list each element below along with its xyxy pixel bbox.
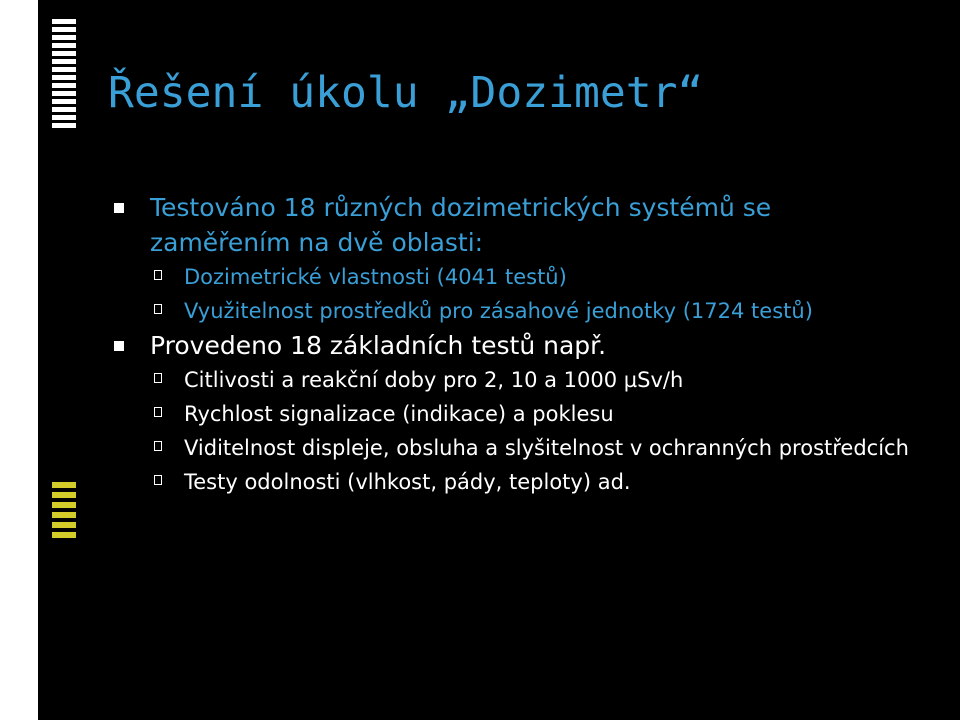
sub-bullet-text: Využitelnost prostředků pro zásahové jednotky (1724 testů) (184, 299, 813, 323)
sub-bullet-text: Dozimetrické vlastnosti (4041 testů) (184, 265, 567, 289)
sub-bullet-text: Viditelnost displeje, obsluha a slyšitelnost v ochranných prostředcích (184, 436, 909, 460)
sub-bullet-item (110, 294, 910, 328)
square-bullet-icon (114, 203, 124, 213)
bullet-item (110, 190, 910, 260)
outline-square-bullet-icon (154, 407, 162, 417)
sub-bullet-text: Citlivosti a reakční doby pro 2, 10 a 1000 µSv/h (184, 368, 684, 392)
sub-bullet-item (110, 363, 910, 397)
outline-square-bullet-icon (154, 270, 162, 280)
decorative-stripes-top (52, 16, 76, 128)
sub-bullet-text: Rychlost signalizace (indikace) a poklesu (184, 402, 614, 426)
bullet-list (110, 190, 910, 499)
outline-square-bullet-icon (154, 441, 162, 451)
bullet-text: Testováno 18 různých dozimetrických systémů se zaměřením na dvě oblasti: (150, 193, 772, 257)
slide-title: Řešení úkolu „Dozimetr“ (108, 68, 704, 118)
outline-square-bullet-icon (154, 373, 162, 383)
sub-bullet-item (110, 431, 910, 465)
sub-bullet-item (110, 465, 910, 499)
outline-square-bullet-icon (154, 475, 162, 485)
bullet-item (110, 328, 910, 363)
sub-bullet-item (110, 397, 910, 431)
square-bullet-icon (114, 341, 124, 351)
sub-bullet-text: Testy odolnosti (vlhkost, pády, teploty) ad. (184, 470, 631, 494)
sub-bullet-item (110, 260, 910, 294)
decorative-stripes-middle (52, 478, 76, 538)
outline-square-bullet-icon (154, 304, 162, 314)
bullet-text: Provedeno 18 základních testů např. (150, 331, 607, 360)
left-border-band (0, 0, 38, 720)
